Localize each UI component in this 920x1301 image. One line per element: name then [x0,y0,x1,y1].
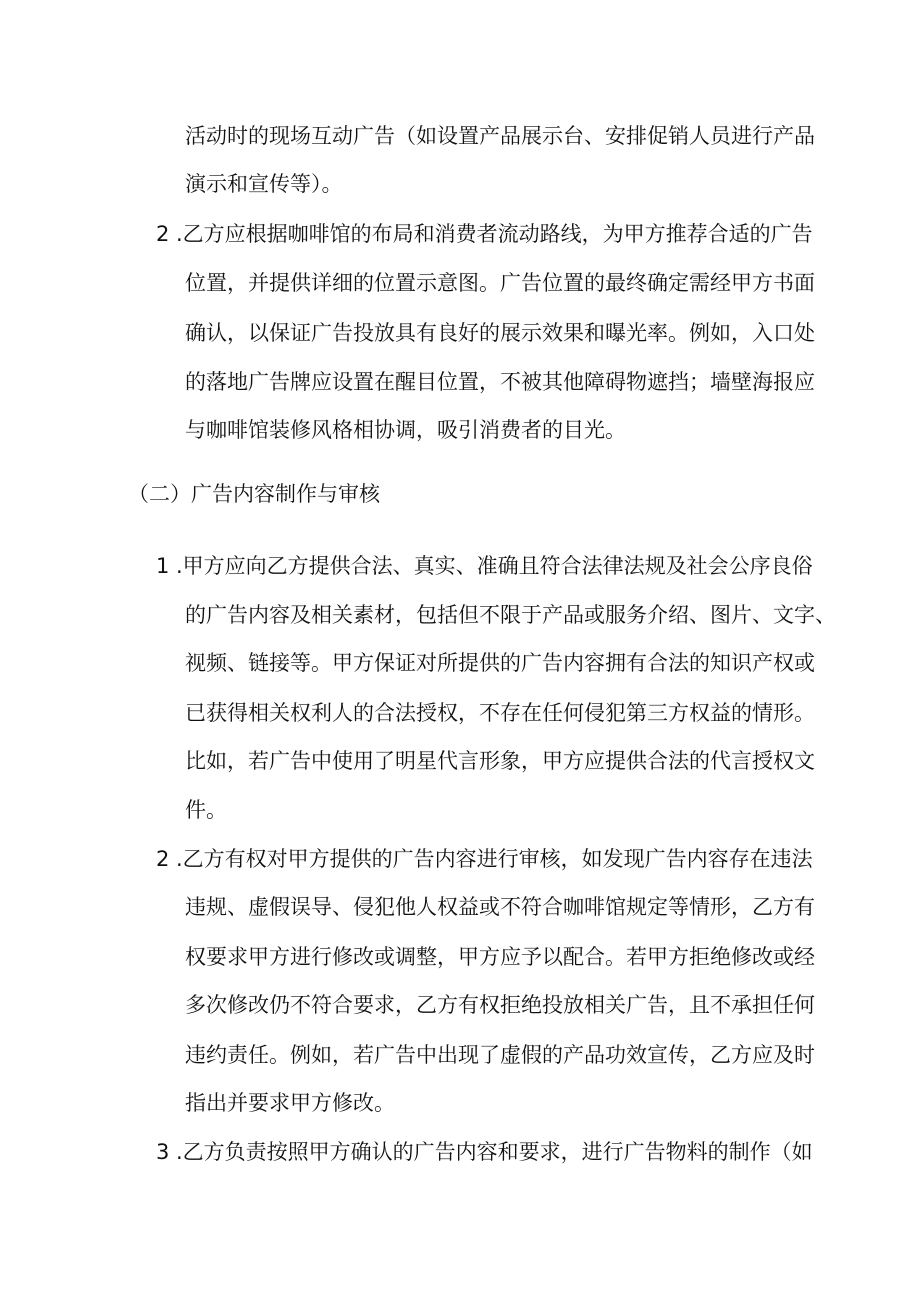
paragraph-line: 确认，以保证广告投放具有良好的展示效果和曝光率。例如，入口处 [185,321,815,345]
paragraph-line: 的广告内容及相关素材，包括但不限于产品或服务介绍、图片、文字、 [185,603,836,627]
paragraph-line: 视频、链接等。甲方保证对所提供的广告内容拥有合法的知识产权或 [185,651,815,675]
paragraph-line: 违约责任。例如，若广告中出现了虚假的产品功效宣传，乙方应及时 [185,1043,815,1067]
paragraph-line: .甲方应向乙方提供合法、真实、准确且符合法律法规及社会公序良俗 [176,554,813,578]
paragraph-line: 活动时的现场互动广告（如设置产品展示台、安排促销人员进行产品 [185,124,815,148]
paragraph-line: 与咖啡馆装修风格相协调，吸引消费者的目光。 [185,418,626,442]
paragraph-line: 件。 [185,798,227,822]
list-number: 1 [156,554,170,578]
paragraph-line: 演示和宣传等）。 [185,172,343,196]
paragraph-line: 违规、虚假误导、侵犯他人权益或不符合咖啡馆规定等情形，乙方有 [185,895,815,919]
paragraph-line: 指出并要求甲方修改。 [185,1091,395,1115]
paragraph-line: 的落地广告牌应设置在醒目位置，不被其他障碍物遮挡；墙壁海报应 [185,370,815,394]
paragraph-line: 多次修改仍不符合要求，乙方有权拒绝投放相关广告，且不承担任何 [185,993,815,1017]
list-number: 2 [156,847,170,871]
list-number: 3 [156,1140,170,1164]
section-heading: （二）广告内容制作与审核 [128,482,380,506]
paragraph-line: .乙方有权对甲方提供的广告内容进行审核，如发现广告内容存在违法 [176,847,813,871]
paragraph-line: 比如，若广告中使用了明星代言形象，甲方应提供合法的代言授权文 [185,749,815,773]
paragraph-line: 位置，并提供详细的位置示意图。广告位置的最终确定需经甲方书面 [185,271,815,295]
paragraph-line: 权要求甲方进行修改或调整，甲方应予以配合。若甲方拒绝修改或经 [185,945,815,969]
paragraph-line: 已获得相关权利人的合法授权，不存在任何侵犯第三方权益的情形。 [185,701,815,725]
paragraph-line: .乙方应根据咖啡馆的布局和消费者流动路线，为甲方推荐合适的广告 [176,222,813,246]
paragraph-line: .乙方负责按照甲方确认的广告内容和要求，进行广告物料的制作（如 [176,1140,813,1164]
list-number: 2 [156,222,170,246]
